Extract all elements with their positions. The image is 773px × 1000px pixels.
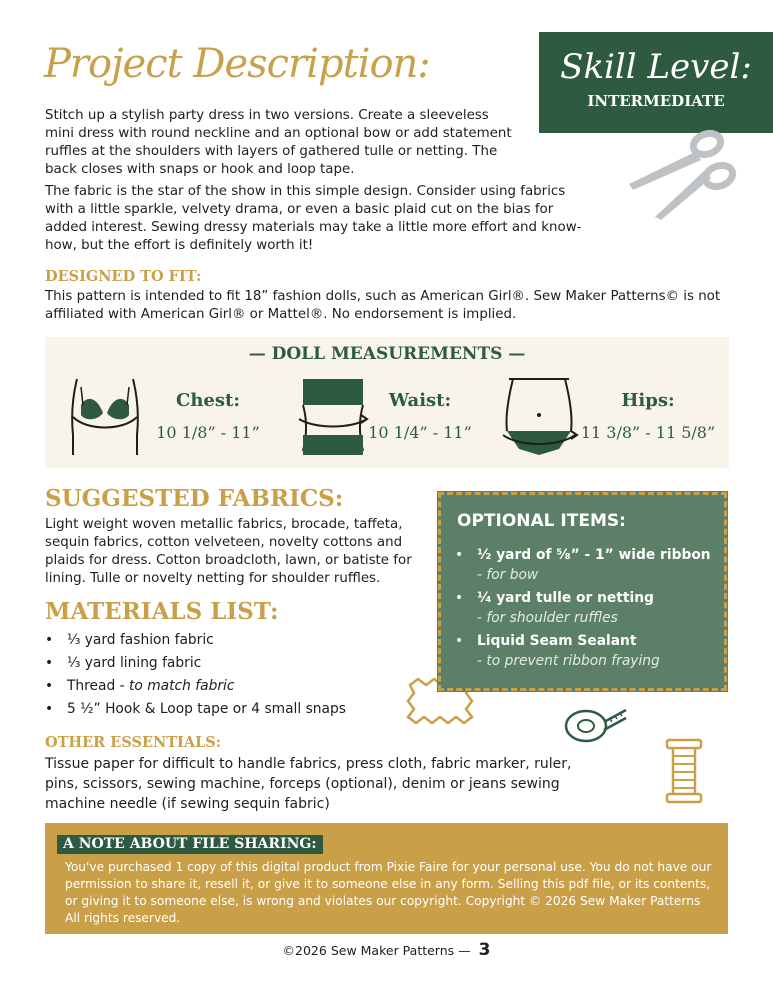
other-essentials-text: Tissue paper for difficult to handle fabrics, press cloth, fabric marker, ruler, pins, scissors, sewing machine, forceps (optional), denim or jeans sewing machine needle (if sewing sequin fabric) <box>45 756 572 812</box>
waist-figure-icon <box>295 375 371 457</box>
description-paragraph-2: The fabric is the star of the show in this simple design. Consider using fabrics with a little sparkle, velvety drama, or even a basic plaid cut on the bias for added interest. Sewing dressy materials may take a little more effort and know-how, but the effort is definitely worth it! <box>45 184 582 253</box>
chest-label: Chest: <box>176 390 240 411</box>
list-item: • Liquid Seam Sealant - to prevent ribbon fraying <box>455 631 717 671</box>
suggested-fabrics-text: Light weight woven metallic fabrics, brocade, taffeta, sequin fabrics, cotton velveteen, novelty cottons and plaids for dress. Cotton broadcloth, lawn, or batiste for lining. Tulle or novelty netting for shoulder ruffles. <box>45 517 412 586</box>
designed-to-fit-heading: DESIGNED TO FIT: <box>45 268 202 285</box>
optional-items-heading: OPTIONAL ITEMS: <box>457 511 626 531</box>
hips-figure-icon <box>499 375 579 457</box>
file-sharing-heading: A NOTE ABOUT FILE SHARING: <box>57 835 323 854</box>
list-item: • ¹⁄₃ yard lining fabric <box>45 652 425 675</box>
list-item: • ¹⁄₃ yard fashion fabric <box>45 629 425 652</box>
optional-items-box <box>437 491 728 692</box>
scissors-icon <box>615 122 743 222</box>
suggested-fabrics-heading: SUGGESTED FABRICS: <box>45 485 344 512</box>
list-item: • ¹⁄₄ yard tulle or netting - for shoulder ruffles <box>455 588 717 628</box>
designed-to-fit-text: This pattern is intended to fit 18” fashion dolls, such as American Girl®. Sew Maker Patterns© is not affiliated with American Girl® or Mattel®. No endorsement is implied. <box>45 289 721 322</box>
file-sharing-note <box>45 823 728 934</box>
list-item: • 5 ¹⁄₂” Hook & Loop tape or 4 small snaps <box>45 698 425 721</box>
footer <box>0 940 773 960</box>
tape-measure-icon <box>560 702 630 752</box>
hips-value: 11 3/8” - 11 5/8” <box>580 423 716 442</box>
materials-list <box>45 629 425 721</box>
list-item: • Thread - to match fabric <box>45 675 425 698</box>
waist-label: Waist: <box>388 390 452 411</box>
page-title: Project Description: <box>44 41 430 87</box>
description-paragraph-1: Stitch up a stylish party dress in two versions. Create a sleeveless mini dress with round neckline and an optional bow or add statement ruffles at the shoulders with layers of gathered tulle or netting. The back closes with snaps or hook and loop tape. <box>45 108 512 177</box>
skill-level-value: INTERMEDIATE <box>587 92 725 110</box>
page-number: 3 <box>478 940 491 960</box>
doll-measurements-panel <box>45 337 729 468</box>
footer-copyright: ©2026 Sew Maker Patterns — <box>282 943 471 958</box>
hips-label: Hips: <box>621 390 675 411</box>
materials-list-heading: MATERIALS LIST: <box>45 598 279 625</box>
chest-value: 10 1/8” - 11” <box>156 423 260 442</box>
file-sharing-text: You've purchased 1 copy of this digital product from Pixie Faire for your personal use. You do not have our permission to share it, resell it, or give it to someone else in any form. Selling this pdf file, or its contents, or giving it to someone else, is wrong and violates our copyright. Copyright © 2026 Sew Maker Patterns All rights reserved. <box>65 860 712 925</box>
other-essentials-heading: OTHER ESSENTIALS: <box>45 734 222 751</box>
optional-items-list <box>455 545 717 671</box>
doll-measurements-heading: — DOLL MEASUREMENTS — <box>248 344 526 364</box>
skill-level-box <box>539 32 773 133</box>
waist-value: 10 1/4” - 11” <box>368 423 472 442</box>
thread-spool-icon <box>664 738 704 804</box>
skill-level-title: Skill Level: <box>560 47 752 87</box>
list-item: • ¹⁄₂ yard of ⁵⁄₈” - 1” wide ribbon - for bow <box>455 545 717 585</box>
chest-figure-icon <box>67 375 143 457</box>
